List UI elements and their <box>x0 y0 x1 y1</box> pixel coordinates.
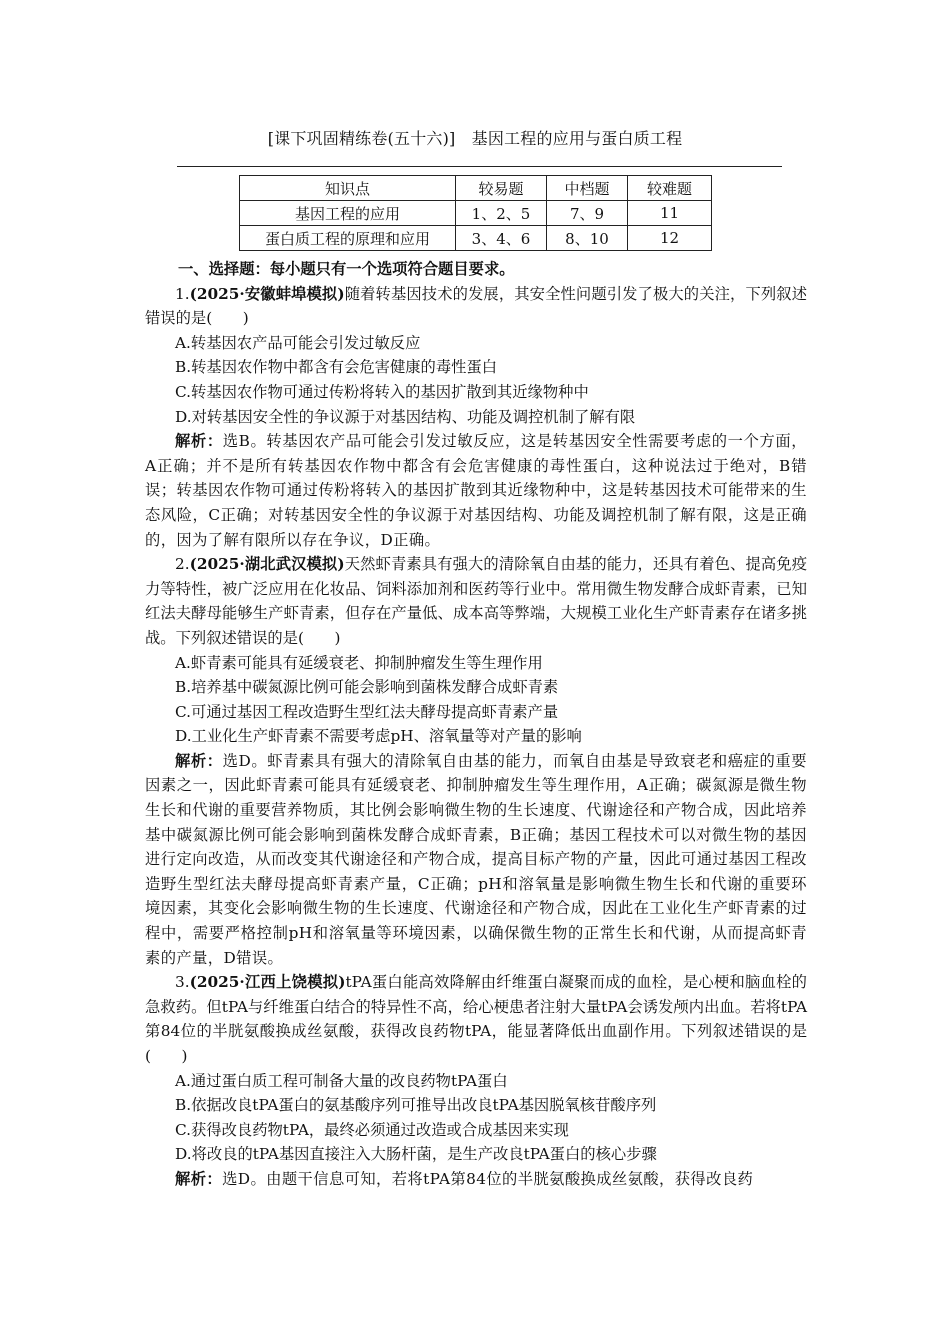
option-c: C.可通过基因工程改造野生型红法夫酵母提高虾青素产量 <box>175 702 559 721</box>
option-d: D.工业化生产虾青素不需要考虑pH、溶氧量等对产量的影响 <box>175 727 582 746</box>
table-header-cell: 知识点 <box>240 176 456 201</box>
table-cell: 8、10 <box>547 226 628 251</box>
table-cell: 蛋白质工程的原理和应用 <box>240 226 456 251</box>
question-2-analysis <box>145 749 807 970</box>
question-source: (2025·江西上饶模拟) <box>189 973 346 992</box>
table-cell: 3、4、6 <box>456 226 547 251</box>
question-source: (2025·安徽蚌埠模拟) <box>189 284 345 303</box>
knowledge-table <box>239 175 712 251</box>
option-b: B.培养基中碳氮源比例可能会影响到菌株发酵合成虾青素 <box>175 678 559 697</box>
question-2-stem <box>145 552 807 650</box>
question-number: 2. <box>175 555 190 574</box>
table-cell: 11 <box>628 201 712 226</box>
table-header-cell: 中档题 <box>547 176 628 201</box>
question-1-stem <box>145 282 807 331</box>
question-content <box>145 257 807 1192</box>
analysis-text: 选B。转基因农产品可能会引发过敏反应，这是转基因安全性需要考虑的一个方面，A正确；并不是所有转基因农作物中都含有会危害健康的毒性蛋白，这种说法过于绝对，B错误；转基因农作物可通过传粉将转入的基因扩散到其近缘物种中，这是转基因技术可能带来的生态风险，C正确；对转基因安全性的争议源于对基因结构、功能及调控机制了解有限，这是正确的，因为了解有限所以存在争议，D正确。 <box>145 432 808 549</box>
option-d: D.对转基因安全性的争议源于对基因结构、功能及调控机制了解有限 <box>175 407 636 426</box>
question-number: 1. <box>175 284 190 303</box>
analysis-label: 解析： <box>175 1169 223 1188</box>
option-c: C.转基因农作物可通过传粉将转入的基因扩散到其近缘物种中 <box>175 382 589 401</box>
question-3-stem <box>145 970 807 1068</box>
section-heading: 一、选择题：每小题只有一个选项符合题目要求。 <box>178 260 515 278</box>
analysis-text: 选D。由题干信息可知，若将tPA第84位的半胱氨酸换成丝氨酸，获得改良药 <box>222 1169 754 1188</box>
option-a: A.通过蛋白质工程可制备大量的改良药物tPA蛋白 <box>175 1071 508 1090</box>
question-source: (2025·湖北武汉模拟) <box>189 555 345 574</box>
option-a: A.转基因农产品可能会引发过敏反应 <box>175 333 421 352</box>
option-c: C.获得改良药物tPA，最终必须通过改造或合成基因来实现 <box>175 1120 569 1139</box>
table-header-cell: 较难题 <box>628 176 712 201</box>
analysis-label: 解析： <box>175 432 223 451</box>
table-cell: 12 <box>628 226 712 251</box>
table-header-row <box>240 176 712 201</box>
table-cell: 基因工程的应用 <box>240 201 456 226</box>
page-title: [课下巩固精练卷(五十六)] 基因工程的应用与蛋白质工程 <box>267 129 683 148</box>
table-cell: 7、9 <box>547 201 628 226</box>
question-number: 3. <box>175 973 190 992</box>
question-text: 随着转基因技术的发展，其安全性问题引发了极大的关注，下列叙述错误的是( ) <box>145 284 807 328</box>
table-row <box>240 201 712 226</box>
option-b: B.转基因农作物中都含有会危害健康的毒性蛋白 <box>175 358 498 377</box>
title-divider <box>177 166 782 167</box>
question-3-analysis <box>145 1167 807 1192</box>
table-row <box>240 226 712 251</box>
option-b: B.依据改良tPA蛋白的氨基酸序列可推导出改良tPA基因脱氧核苷酸序列 <box>175 1096 657 1115</box>
option-d: D.将改良的tPA基因直接注入大肠杆菌，是生产改良tPA蛋白的核心步骤 <box>175 1145 657 1164</box>
question-text: tPA蛋白能高效降解由纤维蛋白凝聚而成的血栓，是心梗和脑血栓的急救药。但tPA与纤维蛋白结合的特异性不高，给心梗患者注射大量tPA会诱发颅内出血。若将tPA第84位的半胱氨酸换成丝氨酸，获得改良药物tPA，能显著降低出血副作用。下列叙述错误的是( ) <box>145 973 807 1065</box>
analysis-text: 选D。虾青素具有强大的清除氧自由基的能力，而氧自由基是导致衰老和癌症的重要因素之一，因此虾青素可能具有延缓衰老、抑制肿瘤发生等生理作用，A正确；碳氮源是微生物生长和代谢的重要营养物质，其比例会影响微生物的生长速度、代谢途径和产物合成，因此培养基中碳氮源比例可能会影响到菌株发酵合成虾青素，B正确；基因工程技术可以对微生物的基因进行定向改造，从而改变其代谢途径和产物合成，提高目标产物的产量，因此可通过基因工程改造野生型红法夫酵母提高虾青素产量，C正确；pH和溶氧量是影响微生物生长和代谢的重要环境因素，其变化会影响微生物的生长速度、代谢途径和产物合成，因此在工业化生产虾青素的过程中，需要严格控制pH和溶氧量等环境因素，以确保微生物的正常生长和代谢，从而提高虾青素的产量，D错误。 <box>145 751 807 967</box>
option-a: A.虾青素可能具有延缓衰老、抑制肿瘤发生等生理作用 <box>175 653 543 672</box>
table-cell: 1、2、5 <box>456 201 547 226</box>
table-header-cell: 较易题 <box>456 176 547 201</box>
question-text: 天然虾青素具有强大的清除氧自由基的能力，还具有着色、提高免疫力等特性，被广泛应用在化妆品、饲料添加剂和医药等行业中。常用微生物发酵合成虾青素，已知红法夫酵母能够生产虾青素，但存在产量低、成本高等弊端，大规模工业化生产虾青素存在诸多挑战。下列叙述错误的是( ) <box>145 555 807 647</box>
analysis-label: 解析： <box>175 751 223 770</box>
question-1-analysis <box>145 429 807 552</box>
